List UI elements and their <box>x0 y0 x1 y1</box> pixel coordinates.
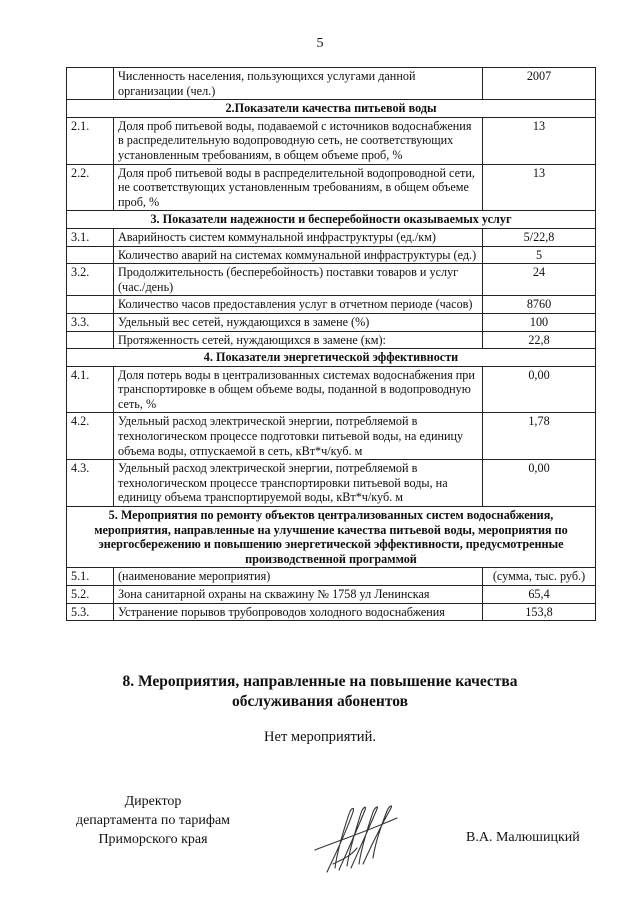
table-row <box>67 331 596 349</box>
signer-name: В.А. Малюшицкий <box>466 830 580 845</box>
row-value: 0,00 <box>483 460 596 507</box>
table-row <box>67 228 596 246</box>
row-value: 8760 <box>483 296 596 314</box>
row-description: Протяженность сетей, нуждающихся в замене (км): <box>114 331 483 349</box>
row-number: 4.1. <box>67 366 114 413</box>
row-value: 100 <box>483 313 596 331</box>
row-number: 4.3. <box>67 460 114 507</box>
row-number <box>67 296 114 314</box>
section-heading: 3. Показатели надежности и бесперебойности оказываемых услуг <box>67 211 596 229</box>
handwritten-signature <box>305 800 405 880</box>
table-section-row <box>67 507 596 568</box>
table-row <box>67 413 596 460</box>
row-description: Зона санитарной охраны на скважину № 1758 ул Ленинская <box>114 586 483 604</box>
table-row <box>67 366 596 413</box>
signer-title-line2: департамента по тарифам <box>75 813 231 828</box>
row-description: Продолжительность (бесперебойность) поставки товаров и услуг (час./день) <box>114 264 483 296</box>
row-description: Устранение порывов трубопроводов холодного водоснабжения <box>114 603 483 621</box>
row-description: Количество аварий на системах коммунальной инфраструктуры (ед.) <box>114 246 483 264</box>
row-number: 5.2. <box>67 586 114 604</box>
row-description: Доля проб питьевой воды в распределительной водопроводной сети, не соответствующих установленным требованиям, в общем объеме проб, % <box>114 164 483 211</box>
row-number: 3.3. <box>67 313 114 331</box>
table-row <box>67 603 596 621</box>
row-number: 2.2. <box>67 164 114 211</box>
row-description: (наименование мероприятия) <box>114 568 483 586</box>
table-row <box>67 246 596 264</box>
signer-title-line1: Директор <box>124 794 182 809</box>
row-number: 5.3. <box>67 603 114 621</box>
section-heading: 4. Показатели энергетической эффективности <box>67 349 596 367</box>
row-description: Удельный расход электрической энергии, потребляемой в технологическом процессе подготовки питьевой воды, на единицу объема воды, отпускаемой в сеть, кВт*ч/куб. м <box>114 413 483 460</box>
row-description: Удельный расход электрической энергии, потребляемой в технологическом процессе транспортировки питьевой воды, на единицу объема транспортируемой воды, кВт*ч/куб. м <box>114 460 483 507</box>
table-row <box>67 586 596 604</box>
row-number: 5.1. <box>67 568 114 586</box>
row-value: 13 <box>483 164 596 211</box>
section-8-heading-line2: обслуживания абонентов <box>232 693 408 710</box>
row-description: Удельный вес сетей, нуждающихся в замене (%) <box>114 313 483 331</box>
row-value: 153,8 <box>483 603 596 621</box>
row-number: 3.2. <box>67 264 114 296</box>
table-section-row <box>67 211 596 229</box>
row-value: 1,78 <box>483 413 596 460</box>
row-value: 13 <box>483 117 596 164</box>
table-row <box>67 460 596 507</box>
table-row <box>67 164 596 211</box>
row-value: 5/22,8 <box>483 228 596 246</box>
row-description: Аварийность систем коммунальной инфраструктуры (ед./км) <box>114 228 483 246</box>
row-number <box>67 246 114 264</box>
row-value: 0,00 <box>483 366 596 413</box>
table-row <box>67 68 596 100</box>
row-number <box>67 68 114 100</box>
row-number: 4.2. <box>67 413 114 460</box>
page-number: 5 <box>316 36 324 51</box>
table-section-row <box>67 349 596 367</box>
table-row <box>67 568 596 586</box>
table-row <box>67 117 596 164</box>
table-row <box>67 296 596 314</box>
row-description: Численность населения, пользующихся услугами данной организации (чел.) <box>114 68 483 100</box>
row-value: 22,8 <box>483 331 596 349</box>
table-row <box>67 264 596 296</box>
row-number: 3.1. <box>67 228 114 246</box>
table-section-row <box>67 100 596 118</box>
section-heading: 5. Мероприятия по ремонту объектов централизованных систем водоснабжения, мероприятия, направленные на улучшение качества питьевой воды, мероприятия по энергосбережению и повышению энергетической эффективности, предусмотренные производственной программой <box>67 507 596 568</box>
indicators-table <box>66 67 596 621</box>
row-number <box>67 331 114 349</box>
section-heading: 2.Показатели качества питьевой воды <box>67 100 596 118</box>
section-8-text: Нет мероприятий. <box>264 729 376 745</box>
row-value: 2007 <box>483 68 596 100</box>
row-value: 5 <box>483 246 596 264</box>
row-description: Доля проб питьевой воды, подаваемой с источников водоснабжения в распределительную водопроводную сеть, не соответствующих установленным требованиям, в общем объеме проб, % <box>114 117 483 164</box>
indicators-table-body <box>67 68 596 621</box>
row-number: 2.1. <box>67 117 114 164</box>
row-value: (сумма, тыс. руб.) <box>483 568 596 586</box>
row-value: 65,4 <box>483 586 596 604</box>
signer-title <box>58 792 248 849</box>
table-row <box>67 313 596 331</box>
section-8-heading-line1: 8. Мероприятия, направленные на повышение качества <box>122 673 518 690</box>
row-description: Доля потерь воды в централизованных системах водоснабжения при транспортировке в общем объеме воды, поданной в водопроводную сеть, % <box>114 366 483 413</box>
section-8-heading <box>0 672 640 712</box>
signer-title-line3: Приморского края <box>98 832 208 847</box>
row-description: Количество часов предоставления услуг в отчетном периоде (часов) <box>114 296 483 314</box>
row-value: 24 <box>483 264 596 296</box>
